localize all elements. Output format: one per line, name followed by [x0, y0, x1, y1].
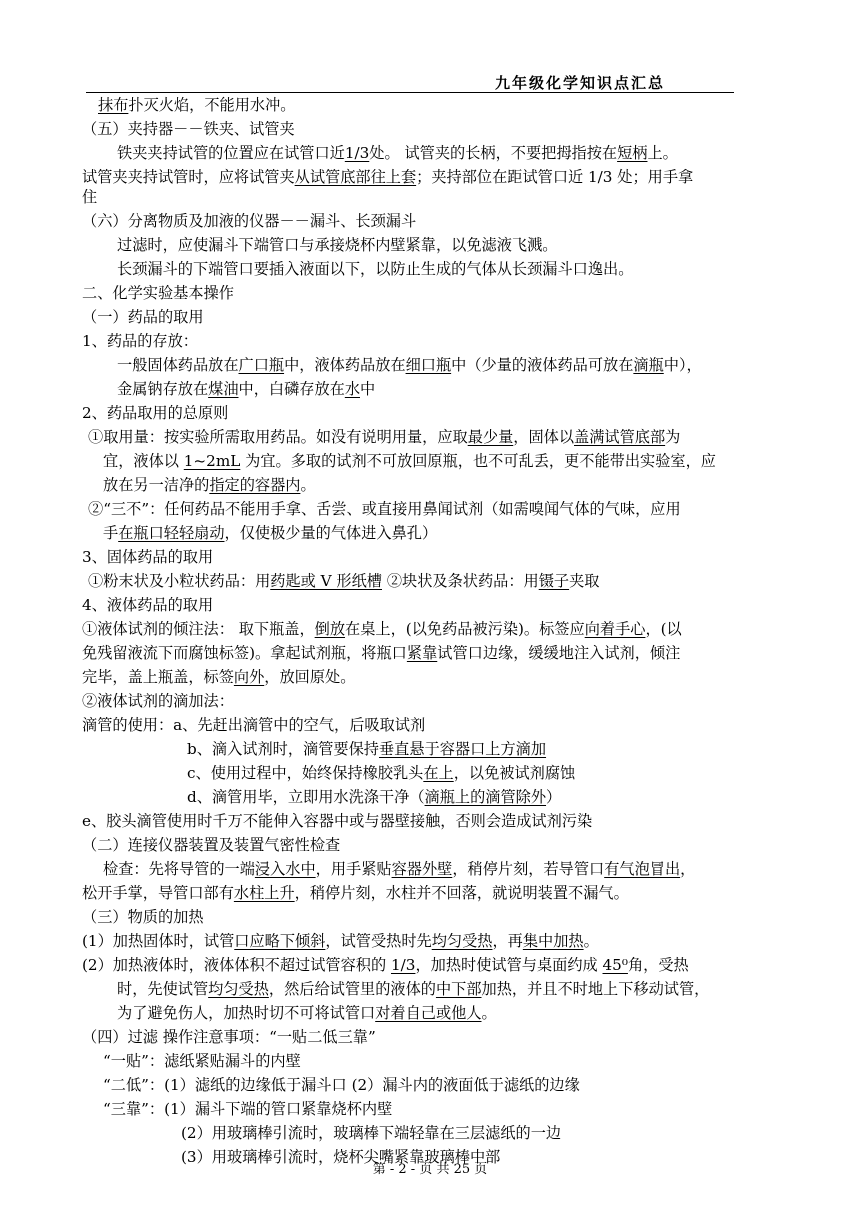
text-run: 4、液体药品的取用 — [82, 596, 214, 614]
text-run: (1）加热固体时，试管 — [82, 932, 235, 950]
underlined-term: 45⁰ — [602, 956, 628, 974]
text-run: ） — [546, 788, 562, 806]
underlined-term: 指定的容器内 — [209, 476, 301, 494]
text-run: （四）过滤 操作注意事项：“一贴二低三靠” — [82, 1028, 376, 1046]
header-rule — [86, 92, 734, 93]
underlined-term: 水柱上升 — [233, 884, 295, 902]
text-line — [103, 1099, 392, 1119]
text-line — [117, 259, 633, 279]
text-run: 完毕，盖上瓶盖，标签 — [82, 668, 234, 686]
text-run: 时，先使试管 — [117, 980, 209, 998]
text-run: 中，白磷存放在 — [238, 380, 345, 398]
text-run: c、使用过程中，始终保持橡胶乳头 — [187, 764, 424, 782]
text-run: 中）， — [663, 356, 702, 374]
text-run: ， — [680, 860, 696, 878]
text-run: “一贴”：滤纸紧贴漏斗的内壁 — [103, 1052, 301, 1070]
text-run: （二）连接仪器装置及装置气密性检查 — [82, 836, 341, 854]
text-run: 扑灭火焰，不能用水冲。 — [128, 96, 296, 114]
text-line — [82, 595, 213, 615]
text-run: 夹取 — [569, 572, 600, 590]
text-run: 为宜。多取的试剂不可放回原瓶，也不可乱丢，更不能带出实验室，应 — [240, 452, 716, 470]
underlined-term: 镊子 — [538, 572, 570, 590]
text-line — [103, 859, 695, 879]
text-run: 中（少量的液体药品可放在 — [451, 356, 634, 374]
text-run: 上。 — [647, 144, 678, 162]
text-run: ①液体试剂的倾注法： 取下瓶盖， — [82, 620, 315, 638]
underlined-term: 滴瓶上的滴管除外 — [424, 788, 547, 806]
underlined-term: 向着手心 — [584, 620, 646, 638]
underlined-term: 短柄 — [617, 144, 648, 162]
text-run: 二、化学实验基本操作 — [82, 284, 234, 302]
text-run: ，稍停片刻，若导管口 — [452, 860, 605, 878]
underlined-term: 在瓶口轻轻扇动 — [118, 524, 225, 542]
text-run: ，加热时使试管与桌面约成 — [415, 956, 603, 974]
text-run: 中 — [360, 380, 376, 398]
text-run: 加热，并且不时地上下移动试管， — [481, 980, 710, 998]
text-line — [82, 547, 213, 567]
text-line — [82, 619, 682, 639]
text-run: 中，液体药品放在 — [284, 356, 406, 374]
text-run: 2、药品取用的总原则 — [82, 404, 229, 422]
text-run: ①粉末状及小粒状药品：用 — [88, 572, 271, 590]
text-run: 1、药品的存放： — [82, 332, 198, 350]
text-run: (3）用玻璃棒引流时，烧杯尖嘴紧靠玻璃棒中部 — [181, 1148, 501, 1166]
text-run: 金属钠存放在 — [117, 380, 209, 398]
underlined-term: 口应略下倾斜 — [234, 932, 326, 950]
underlined-term: 容器外壁 — [391, 860, 453, 878]
text-run: ，以免被试剂腐蚀 — [453, 764, 576, 782]
underlined-term: 垂直悬于容器口上方滴加 — [378, 740, 547, 758]
text-run: 为了避免伤人，加热时切不可将试管口 — [117, 1004, 376, 1022]
text-line — [82, 907, 204, 927]
text-line — [82, 883, 629, 903]
underlined-term: 最少量 — [467, 428, 514, 446]
text-line — [82, 955, 689, 975]
text-line — [82, 667, 355, 687]
text-line — [82, 715, 425, 735]
underlined-term: 有气泡冒出 — [604, 860, 681, 878]
text-line — [82, 283, 234, 303]
text-run: ，(以 — [645, 620, 682, 638]
text-run: ①取用量：按实验所需取用药品。如没有说明用量，应取 — [88, 428, 468, 446]
text-run: 在桌上，(以免药品被污染)。标签应 — [345, 620, 585, 638]
text-run: ，固体以 — [513, 428, 574, 446]
underlined-term: 抹布 — [98, 96, 129, 114]
text-line — [82, 403, 228, 423]
text-line — [82, 811, 592, 831]
text-run: ②液体试剂的滴加法： — [82, 692, 234, 710]
underlined-term: 1/3 — [344, 144, 370, 162]
text-run: 为 — [665, 428, 681, 446]
underlined-term: 中下部 — [435, 980, 482, 998]
text-run: 长颈漏斗的下端管口要插入液面以下，以防止生成的气体从长颈漏斗口逸出。 — [117, 260, 634, 278]
underlined-term: 紧靠 — [406, 644, 438, 662]
text-line — [82, 643, 680, 663]
underlined-term: 均匀受热 — [431, 932, 493, 950]
text-run: 3、固体药品的取用 — [82, 548, 214, 566]
underlined-term: 在上 — [423, 764, 454, 782]
text-run: ；夹持部位在距试管口近 1/3 处；用手拿 — [416, 168, 694, 186]
page-footer: 第 - 2 - 页 共 25 页 — [372, 1162, 488, 1177]
text-line — [187, 739, 546, 759]
text-line — [88, 571, 599, 591]
text-line — [103, 451, 716, 471]
text-run: “二低”：(1）滤纸的边缘低于漏斗口 (2）漏斗内的液面低于滤纸的边缘 — [103, 1076, 580, 1094]
text-run: ，仅使极少量的气体进入鼻孔） — [224, 524, 438, 542]
text-run: 松开手掌，导管口部有 — [82, 884, 234, 902]
text-run: 试管夹夹持试管时，应将试管夹 — [82, 168, 295, 186]
text-line — [82, 167, 693, 187]
text-line — [117, 143, 678, 163]
text-line — [103, 1051, 301, 1071]
header-title: 九年级化学知识点汇总 — [495, 74, 666, 92]
text-run: 处。 试管夹的长柄，不要把拇指按在 — [369, 144, 618, 162]
text-run: 宜，液体以 — [103, 452, 184, 470]
text-run: ，试管受热时先 — [325, 932, 432, 950]
underlined-term: 细口瓶 — [405, 356, 452, 374]
text-run: 。 — [300, 476, 316, 494]
underlined-term: 均匀受热 — [208, 980, 269, 998]
text-line — [103, 523, 437, 543]
text-line — [117, 379, 375, 399]
text-line — [82, 1027, 376, 1047]
text-line — [82, 211, 416, 231]
text-run: 滴管的使用：a、先赶出滴管中的空气，后吸取试剂 — [82, 716, 426, 734]
text-run: 检查：先将导管的一端 — [103, 860, 255, 878]
text-run: （三）物质的加热 — [82, 908, 204, 926]
text-run: ，稍停片刻，水柱并不回落，就说明装置不漏气。 — [294, 884, 629, 902]
text-run: ②“三不”：任何药品不能用手拿、舌尝、或直接用鼻闻试剂（如需嗅闻气体的气味，应用 — [88, 500, 681, 518]
text-run: ，再 — [492, 932, 523, 950]
text-line — [88, 499, 681, 519]
underlined-term: 从试管底部往上套 — [294, 168, 417, 186]
underlined-term: 向外 — [233, 668, 265, 686]
underlined-term: 浸入水中 — [254, 860, 316, 878]
text-line — [117, 979, 709, 999]
text-line — [187, 787, 561, 807]
underlined-term: 盖满试管底部 — [574, 428, 666, 446]
text-run: e、胶头滴管使用时千万不能伸入容器中或与器壁接触，否则会造成试剂污染 — [82, 812, 593, 830]
underlined-term: 倒放 — [314, 620, 346, 638]
underlined-term: 广口瓶 — [238, 356, 285, 374]
text-line — [82, 835, 340, 855]
text-line — [117, 235, 557, 255]
text-run: ，用手紧贴 — [315, 860, 392, 878]
underlined-term: 滴瓶 — [633, 356, 664, 374]
text-run: 一般固体药品放在 — [117, 356, 239, 374]
underlined-term: 煤油 — [208, 380, 239, 398]
text-line — [117, 1003, 497, 1023]
underlined-term: 水 — [344, 380, 360, 398]
underlined-term: 对着自己或他人 — [375, 1004, 482, 1022]
text-line — [82, 931, 599, 951]
text-run: （一）药品的取用 — [82, 308, 204, 326]
text-run: b、滴入试剂时，滴管要保持 — [187, 740, 379, 758]
text-line — [117, 355, 702, 375]
text-line — [82, 307, 204, 327]
underlined-term: 1/3 — [390, 956, 416, 974]
text-run: (2）加热液体时，液体体积不超过试管容积的 — [82, 956, 391, 974]
text-line — [187, 763, 575, 783]
text-run: 角，受热 — [627, 956, 689, 974]
text-run: 。 — [583, 932, 599, 950]
text-run: “三靠”：(1）漏斗下端的管口紧靠烧杯内壁 — [103, 1100, 393, 1118]
text-line — [103, 1075, 580, 1095]
text-line — [181, 1123, 561, 1143]
underlined-term: 集中加热 — [522, 932, 584, 950]
text-run: (2）用玻璃棒引流时，玻璃棒下端轻靠在三层滤纸的一边 — [181, 1124, 562, 1142]
text-run: 免残留液流下而腐蚀标签)。拿起试剂瓶，将瓶口 — [82, 644, 407, 662]
text-run: ，放回原处。 — [264, 668, 356, 686]
text-run: 住 — [82, 188, 98, 206]
text-line — [82, 187, 97, 207]
text-run: 。 — [481, 1004, 497, 1022]
text-run: 手 — [103, 524, 119, 542]
text-run: ，然后给试管里的液体的 — [268, 980, 436, 998]
text-line — [82, 691, 234, 711]
text-run: 试管口边缘，缓缓地注入试剂，倾注 — [437, 644, 681, 662]
text-line — [82, 119, 295, 139]
underlined-term: 药匙或 V 形纸槽 — [270, 572, 382, 590]
text-line — [98, 95, 295, 115]
text-run: 铁夹夹持试管的位置应在试管口近 — [117, 144, 345, 162]
text-run: 过滤时，应使漏斗下端管口与承接烧杯内壁紧靠，以免滤液飞溅。 — [117, 236, 558, 254]
text-run: ②块状及条状药品：用 — [382, 572, 539, 590]
underlined-term: 1~2mL — [183, 452, 241, 470]
text-run: （六）分离物质及加液的仪器－－漏斗、长颈漏斗 — [82, 212, 417, 230]
text-line — [82, 331, 198, 351]
text-run: 放在另一洁净的 — [103, 476, 210, 494]
text-line — [103, 475, 316, 495]
text-run: d、滴管用毕，立即用水洗涤干净（ — [187, 788, 425, 806]
text-run: （五）夹持器－－铁夹、试管夹 — [82, 120, 295, 138]
text-line — [88, 427, 680, 447]
